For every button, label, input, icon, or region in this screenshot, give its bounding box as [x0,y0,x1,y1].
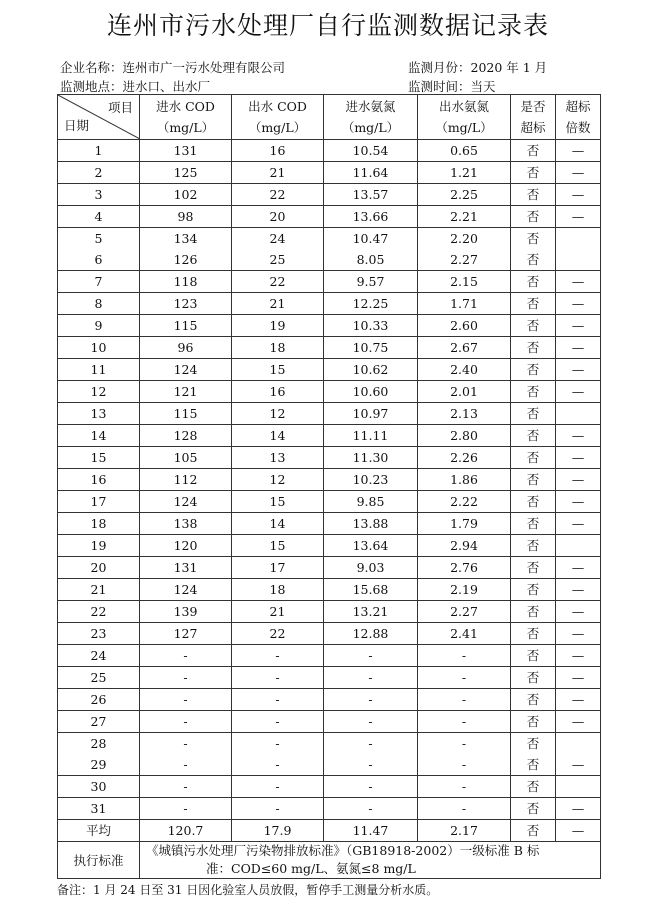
table-cell: - [324,733,418,755]
remark-note: 备注：1 月 24 日至 31 日因化验室人员放假，暂停手工测量分析水质。 [57,883,439,897]
table-cell: 13 [58,403,140,425]
header-in-cod: 进水 COD （mg/L） [140,95,232,140]
table-row [58,469,601,491]
table-row [58,689,601,711]
table-cell: - [232,711,324,733]
table-cell: 26 [58,689,140,711]
table-cell: 124 [140,359,232,381]
table-cell: 否 [511,776,556,798]
average-cell: 120.7 [140,820,232,842]
table-cell: - [418,798,511,820]
table-row [58,271,601,293]
table-cell: 3 [58,184,140,206]
table-cell: 96 [140,337,232,359]
table-cell: 123 [140,293,232,315]
header-row [58,95,601,140]
table-cell: 否 [511,491,556,513]
table-cell: 127 [140,623,232,645]
standard-text-line2: 准：COD≤60 mg/L、氨氮≤8 mg/L [206,861,416,876]
table-cell: 12 [232,469,324,491]
table-cell: — [556,206,601,228]
table-cell: 121 [140,381,232,403]
table-cell: 13.88 [324,513,418,535]
table-cell: 5 [58,228,140,250]
table-cell: — [556,425,601,447]
average-cell: 平均 [58,820,140,842]
table-cell: 23 [58,623,140,645]
table-cell: 否 [511,403,556,425]
table-row [58,579,601,601]
table-cell: - [140,798,232,820]
monitoring-time: 监测时间：当天 [408,79,496,94]
table-cell: - [232,754,324,776]
standard-row [58,842,601,879]
table-cell: 15 [58,447,140,469]
table-cell: 11 [58,359,140,381]
table-cell: — [556,469,601,491]
table-cell: 2.41 [418,623,511,645]
table-cell: — [556,689,601,711]
table-row [58,711,601,733]
monitoring-location: 监测地点：进水口、出水厂 [60,79,211,94]
table-cell: 2.13 [418,403,511,425]
table-cell: 22 [58,601,140,623]
table-cell: 10.54 [324,140,418,162]
table-cell: 1.71 [418,293,511,315]
table-cell: 2.27 [418,249,511,271]
table-cell: 13 [232,447,324,469]
table-cell: - [324,754,418,776]
table-cell: 16 [232,140,324,162]
table-cell: 否 [511,293,556,315]
table-cell: - [418,733,511,755]
table-cell: 10.62 [324,359,418,381]
header-exceed-times: 超标 倍数 [556,95,601,140]
table-row [58,557,601,579]
table-cell: - [140,689,232,711]
table-cell: - [140,645,232,667]
table-cell: 22 [232,271,324,293]
average-cell: 17.9 [232,820,324,842]
table-cell: 9.03 [324,557,418,579]
table-row [58,513,601,535]
standard-label: 执行标准 [58,842,140,879]
table-cell: — [556,645,601,667]
average-row [58,820,601,842]
table-cell: 8.05 [324,249,418,271]
header-diagonal-cell [58,95,140,140]
table-row [58,754,601,776]
table-cell: 否 [511,733,556,755]
table-cell: - [140,711,232,733]
table-cell: - [418,754,511,776]
table-cell: 18 [232,579,324,601]
table-cell: 126 [140,249,232,271]
table-cell: 1.86 [418,469,511,491]
table-cell: — [556,184,601,206]
table-cell: 1.21 [418,162,511,184]
table-row [58,425,601,447]
table-cell: 112 [140,469,232,491]
table-cell: — [556,337,601,359]
table-cell: 25 [232,249,324,271]
table-row [58,228,601,250]
table-row [58,491,601,513]
table-row [58,293,601,315]
header-out-ammonia: 出水氨氮 （mg/L） [418,95,511,140]
table-cell: - [232,645,324,667]
table-cell: 否 [511,140,556,162]
table-cell: - [232,689,324,711]
header-item-label: 项目 [107,100,133,115]
table-row [58,381,601,403]
table-cell: 22 [232,623,324,645]
table-cell: — [556,798,601,820]
table-cell: 15 [232,491,324,513]
table-cell: - [140,667,232,689]
table-row [58,798,601,820]
table-cell: - [324,798,418,820]
table-cell: 否 [511,381,556,403]
table-cell: 124 [140,579,232,601]
table-cell: 否 [511,623,556,645]
table-cell: 9.85 [324,491,418,513]
table-row [58,776,601,798]
table-cell: 29 [58,754,140,776]
average-cell: — [556,820,601,842]
record-table [57,94,601,879]
table-row [58,337,601,359]
table-cell: 否 [511,754,556,776]
table-cell: 21 [58,579,140,601]
table-cell: 2 [58,162,140,184]
table-cell: 否 [511,315,556,337]
table-cell: 13.21 [324,601,418,623]
table-cell: 9.57 [324,271,418,293]
table-cell: — [556,711,601,733]
table-cell: — [556,140,601,162]
table-cell: 否 [511,249,556,271]
table-cell: 14 [232,425,324,447]
table-cell: 14 [232,513,324,535]
table-row [58,535,601,557]
table-cell: 2.76 [418,557,511,579]
table-cell: 124 [140,491,232,513]
table-cell: 12 [58,381,140,403]
table-cell: 16 [232,381,324,403]
table-cell: 12 [232,403,324,425]
table-cell: — [556,754,601,776]
table-cell: - [324,689,418,711]
table-cell: 22 [232,184,324,206]
table-cell: 否 [511,667,556,689]
table-cell: 17 [58,491,140,513]
table-cell: 31 [58,798,140,820]
table-cell: 否 [511,206,556,228]
table-cell: 12.88 [324,623,418,645]
table-cell: 13.57 [324,184,418,206]
table-cell: 2.80 [418,425,511,447]
table-cell: 2.27 [418,601,511,623]
table-cell: 否 [511,513,556,535]
table-cell: 105 [140,447,232,469]
table-cell: 10.33 [324,315,418,337]
table-cell: 4 [58,206,140,228]
table-cell: 11.11 [324,425,418,447]
table-cell: - [418,776,511,798]
table-cell: 2.26 [418,447,511,469]
table-cell: 15 [232,359,324,381]
header-exceed: 是否 超标 [511,95,556,140]
table-cell: 25 [58,667,140,689]
table-row [58,359,601,381]
table-cell: - [232,776,324,798]
table-cell: — [556,162,601,184]
table-cell: - [140,733,232,755]
header-date-label: 日期 [64,118,90,133]
table-cell: - [418,711,511,733]
table-cell: 21 [232,293,324,315]
table-cell [556,776,601,798]
monitoring-month: 监测月份：2020 年 1 月 [408,60,548,75]
table-cell: 2.01 [418,381,511,403]
table-cell: — [556,579,601,601]
table-cell [556,535,601,557]
table-cell: — [556,359,601,381]
table-cell: 17 [232,557,324,579]
table-cell: 10.75 [324,337,418,359]
table-cell: 18 [232,337,324,359]
page-title: 连州市污水处理厂自行监测数据记录表 [106,11,549,40]
standard-text-line1: 《城镇污水处理厂污染物排放标准》（GB18918-2002）一级标准 B 标 [146,843,540,858]
table-cell: — [556,315,601,337]
table-cell: 139 [140,601,232,623]
table-cell: 2.94 [418,535,511,557]
table-cell [556,733,601,755]
table-cell: 1 [58,140,140,162]
table-cell: 2.19 [418,579,511,601]
table-cell: - [418,667,511,689]
table-cell: 13.64 [324,535,418,557]
table-row [58,315,601,337]
table-cell: 6 [58,249,140,271]
table-cell: 9 [58,315,140,337]
table-cell: 20 [58,557,140,579]
table-cell: 24 [58,645,140,667]
table-cell: - [324,645,418,667]
table-cell: 2.15 [418,271,511,293]
table-cell: 0.65 [418,140,511,162]
table-cell: 27 [58,711,140,733]
table-cell: 10.47 [324,228,418,250]
table-cell: 118 [140,271,232,293]
table-cell: 2.21 [418,206,511,228]
table-cell: 否 [511,359,556,381]
table-cell: — [556,447,601,469]
table-cell: 125 [140,162,232,184]
table-cell: 131 [140,557,232,579]
table-cell: 否 [511,337,556,359]
table-cell: 14 [58,425,140,447]
table-cell: 19 [58,535,140,557]
table-row [58,403,601,425]
table-cell: 11.30 [324,447,418,469]
table-cell: 否 [511,798,556,820]
table-cell: — [556,491,601,513]
table-row [58,645,601,667]
table-cell: — [556,623,601,645]
table-cell: — [556,557,601,579]
table-cell: 8 [58,293,140,315]
table-cell: 否 [511,557,556,579]
table-row [58,623,601,645]
table-cell: 24 [232,228,324,250]
table-cell [556,249,601,271]
table-cell: 102 [140,184,232,206]
table-cell: 15 [232,535,324,557]
table-cell [556,228,601,250]
table-cell: 2.67 [418,337,511,359]
table-cell: 否 [511,162,556,184]
table-cell: - [418,645,511,667]
table-cell: 否 [511,469,556,491]
table-cell: — [556,271,601,293]
table-cell: 否 [511,271,556,293]
table-cell: — [556,667,601,689]
average-cell: 11.47 [324,820,418,842]
header-in-ammonia: 进水氨氮 （mg/L） [324,95,418,140]
table-cell: 19 [232,315,324,337]
table-cell: 否 [511,535,556,557]
table-cell: - [140,776,232,798]
table-cell: 7 [58,271,140,293]
table-cell: 否 [511,184,556,206]
average-cell: 否 [511,820,556,842]
table-cell: - [232,733,324,755]
company-name: 企业名称：连州市广一污水处理有限公司 [60,60,286,75]
table-cell: 12.25 [324,293,418,315]
table-cell: - [232,798,324,820]
table-cell: 否 [511,579,556,601]
table-cell: 13.66 [324,206,418,228]
table-cell: 2.40 [418,359,511,381]
table-cell: 11.64 [324,162,418,184]
table-row [58,162,601,184]
table-cell: 128 [140,425,232,447]
table-cell: 2.60 [418,315,511,337]
table-cell: - [324,776,418,798]
table-cell: 120 [140,535,232,557]
table-cell: - [418,689,511,711]
table-cell: 否 [511,645,556,667]
table-cell: 20 [232,206,324,228]
table-cell: 否 [511,228,556,250]
table-cell: 131 [140,140,232,162]
table-cell: 21 [232,162,324,184]
table-cell: - [324,711,418,733]
table-cell: 21 [232,601,324,623]
table-cell: 98 [140,206,232,228]
table-cell: 28 [58,733,140,755]
table-cell: 2.20 [418,228,511,250]
table-cell: — [556,513,601,535]
header-out-cod: 出水 COD （mg/L） [232,95,324,140]
table-cell: 否 [511,601,556,623]
table-cell: 115 [140,315,232,337]
table-cell: 否 [511,447,556,469]
standard-text [140,842,601,879]
table-cell: 18 [58,513,140,535]
table-row [58,733,601,755]
table-cell: 10 [58,337,140,359]
table-cell: 否 [511,711,556,733]
table-row [58,184,601,206]
table-cell: 16 [58,469,140,491]
table-cell: 否 [511,689,556,711]
table-cell [556,403,601,425]
table-cell: 10.97 [324,403,418,425]
average-cell: 2.17 [418,820,511,842]
table-cell: 2.22 [418,491,511,513]
table-cell: 10.23 [324,469,418,491]
table-cell: 2.25 [418,184,511,206]
table-cell: - [324,667,418,689]
table-row [58,249,601,271]
table-cell: 138 [140,513,232,535]
table-row [58,206,601,228]
table-row [58,601,601,623]
table-row [58,447,601,469]
table-cell: 10.60 [324,381,418,403]
table-cell: 30 [58,776,140,798]
table-cell: 115 [140,403,232,425]
table-cell: 15.68 [324,579,418,601]
table-cell: — [556,293,601,315]
table-row [58,140,601,162]
table-cell: 否 [511,425,556,447]
table-cell: 134 [140,228,232,250]
table-row [58,667,601,689]
table-cell: — [556,601,601,623]
table-cell: - [140,754,232,776]
table-cell: 1.79 [418,513,511,535]
table-cell: — [556,381,601,403]
table-cell: - [232,667,324,689]
